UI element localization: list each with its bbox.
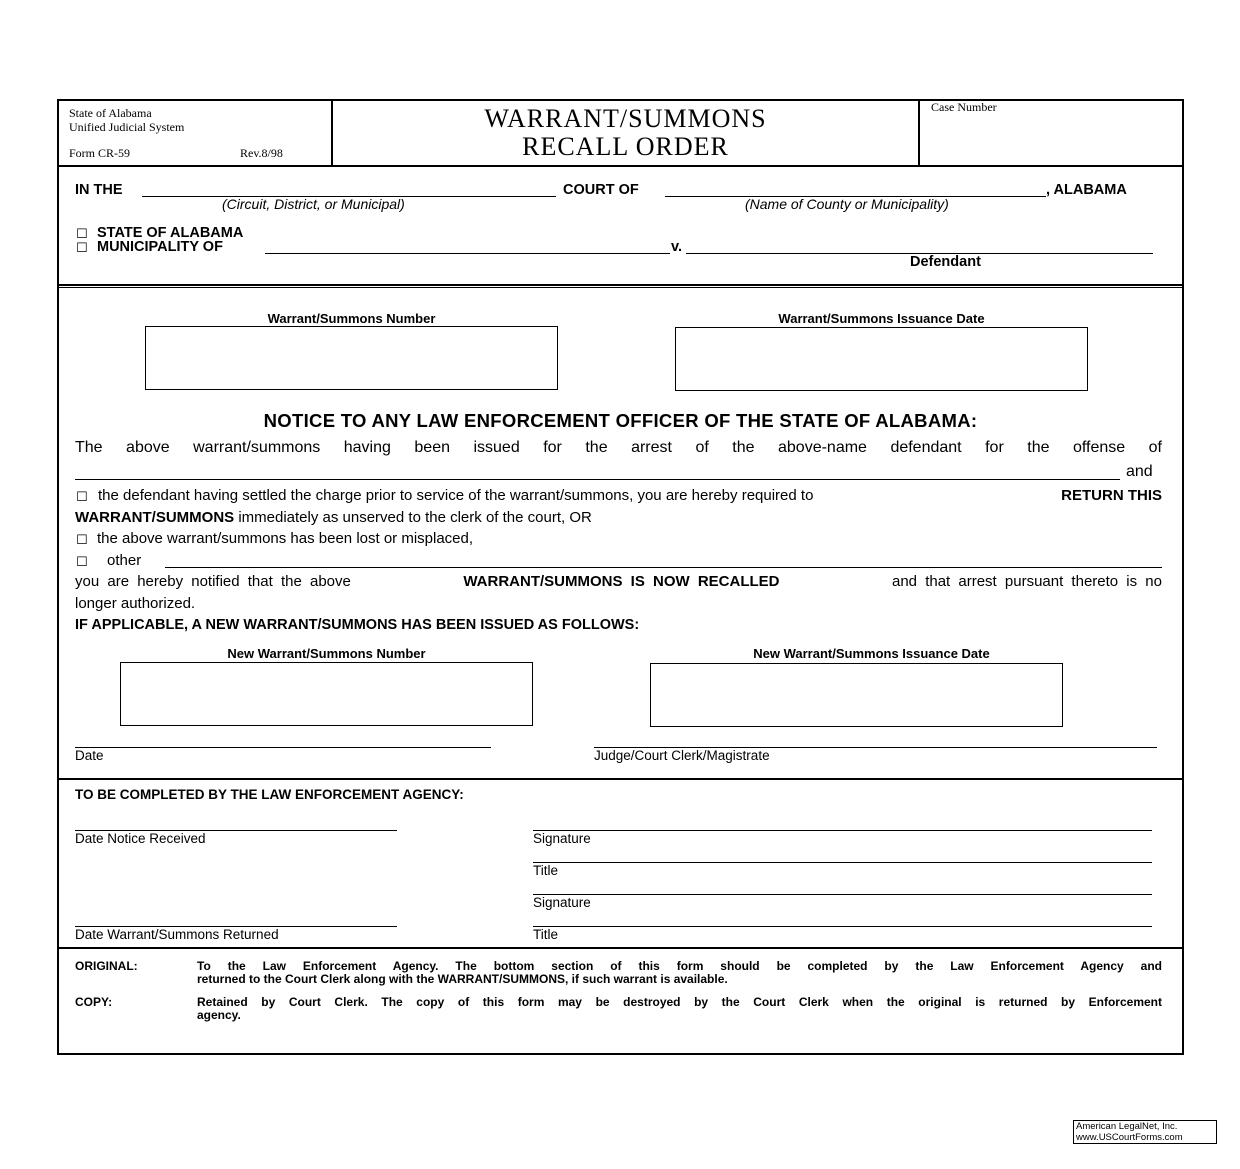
title2-label: Title <box>533 927 559 942</box>
option-settled-bold2: WARRANT/SUMMONS <box>75 509 235 526</box>
footer-branding <box>1073 1120 1217 1144</box>
date-received-label: Date Notice Received <box>75 831 206 846</box>
recall-line1 <box>75 573 1162 590</box>
date-returned-label: Date Warrant/Summons Returned <box>75 927 279 942</box>
recall-line2: longer authorized. <box>75 595 196 612</box>
new-warrant-number-box[interactable] <box>120 662 533 726</box>
original-text-line1: To the Law Enforcement Agency. The bottom section of this form should be completed by the Law Enforcement Agency and <box>197 959 1162 973</box>
defendant-label: Defendant <box>910 254 981 270</box>
municipality-field[interactable] <box>265 253 670 254</box>
option-settled-text2: immediately as unserved to the clerk of the court, OR <box>238 509 592 526</box>
judge-label: Judge/Court Clerk/Magistrate <box>594 748 770 763</box>
signature1-label: Signature <box>533 831 591 846</box>
offense-field[interactable] <box>75 479 1120 480</box>
title1-field[interactable] <box>533 862 1152 863</box>
copy-text-line1: Retained by Court Clerk. The copy of this form may be destroyed by the Court Clerk when the original is returned by Enforcement <box>197 995 1162 1009</box>
header-state: State of Alabama <box>69 106 152 120</box>
checkbox-icon[interactable]: ☐ <box>76 490 88 505</box>
in-the-label: IN THE <box>75 182 123 198</box>
case-number-field[interactable] <box>925 118 1175 160</box>
footer-line1: American LegalNet, Inc. <box>1076 1121 1178 1132</box>
original-text-line2: returned to the Court Clerk along with the WARRANT/SUMMONS, if such warrant is available. <box>197 972 728 986</box>
original-label: ORIGINAL: <box>75 959 138 973</box>
court-bottom-rule-2 <box>57 287 1184 288</box>
alabama-label: , ALABAMA <box>1046 182 1127 198</box>
header-revision: Rev.8/98 <box>240 146 283 160</box>
header-divider-right <box>918 99 920 166</box>
notice-line1: The above warrant/summons having been issued for the arrest of the above-name defendant for the offense of <box>75 439 1162 456</box>
versus-label: v. <box>671 239 683 255</box>
notice-and: and <box>1126 463 1153 480</box>
other-field[interactable] <box>165 567 1162 568</box>
copy-label: COPY: <box>75 995 113 1009</box>
header-form-number: Form CR-59 <box>69 146 131 160</box>
footer-line2: www.USCourtForms.com <box>1076 1132 1183 1143</box>
recall-text1: you are hereby notified that the above <box>75 573 351 590</box>
checkbox-icon[interactable]: ☐ <box>76 533 88 548</box>
title1-label: Title <box>533 863 559 878</box>
notice-heading: NOTICE TO ANY LAW ENFORCEMENT OFFICER OF THE STATE OF ALABAMA: <box>263 410 978 431</box>
warrant-number-box[interactable] <box>145 326 558 390</box>
header-system: Unified Judicial System <box>69 120 185 134</box>
warrant-date-label: Warrant/Summons Issuance Date <box>778 311 985 326</box>
header-bottom-rule <box>57 165 1184 167</box>
option-settled-text: the defendant having settled the charge prior to service of the warrant/summons, you are hereby required to <box>98 487 814 504</box>
court-bottom-rule <box>57 284 1184 286</box>
checkbox-icon[interactable]: ☐ <box>76 241 88 256</box>
date-field[interactable] <box>75 747 491 748</box>
county-hint: (Name of County or Municipality) <box>745 196 949 212</box>
agency-bottom-rule <box>57 947 1184 949</box>
option-settled-line2 <box>75 509 592 526</box>
new-warrant-date-box[interactable] <box>650 663 1063 727</box>
court-of-label: COURT OF <box>563 182 639 198</box>
warrant-number-label: Warrant/Summons Number <box>267 311 436 326</box>
option-lost: the above warrant/summons has been lost or misplaced, <box>97 530 474 547</box>
checkbox-icon[interactable]: ☐ <box>76 555 88 570</box>
notice-bottom-rule <box>57 778 1184 780</box>
signature2-label: Signature <box>533 895 591 910</box>
option-settled-bold: RETURN THIS <box>1061 487 1162 504</box>
option-other: other <box>107 552 142 569</box>
case-number-label: Case Number <box>931 100 997 114</box>
warrant-date-box[interactable] <box>675 327 1088 391</box>
new-warrant-number-label: New Warrant/Summons Number <box>227 646 426 661</box>
title2-field[interactable] <box>533 926 1152 927</box>
new-warrant-date-label: New Warrant/Summons Issuance Date <box>753 646 990 661</box>
recall-bold: WARRANT/SUMMONS IS NOW RECALLED <box>463 573 780 590</box>
agency-heading: TO BE COMPLETED BY THE LAW ENFORCEMENT AGENCY: <box>75 787 464 802</box>
recall-text2: and that arrest pursuant thereto is no <box>892 573 1162 590</box>
option-settled-line1 <box>98 487 1162 504</box>
court-type-hint: (Circuit, District, or Municipal) <box>222 196 405 212</box>
date-label: Date <box>75 748 104 763</box>
copy-text-line2: agency. <box>197 1008 241 1022</box>
form-title-line2: RECALL ORDER <box>522 132 729 161</box>
municipality-option-label: MUNICIPALITY OF <box>97 239 223 255</box>
new-warrant-heading: IF APPLICABLE, A NEW WARRANT/SUMMONS HAS BEEN ISSUED AS FOLLOWS: <box>75 617 640 633</box>
state-option-label: STATE OF ALABAMA <box>97 225 244 241</box>
checkbox-icon[interactable]: ☐ <box>76 227 88 242</box>
form-title-line1: WARRANT/SUMMONS <box>484 104 767 133</box>
signature2-field[interactable] <box>533 894 1152 895</box>
signature1-field[interactable] <box>533 830 1152 831</box>
